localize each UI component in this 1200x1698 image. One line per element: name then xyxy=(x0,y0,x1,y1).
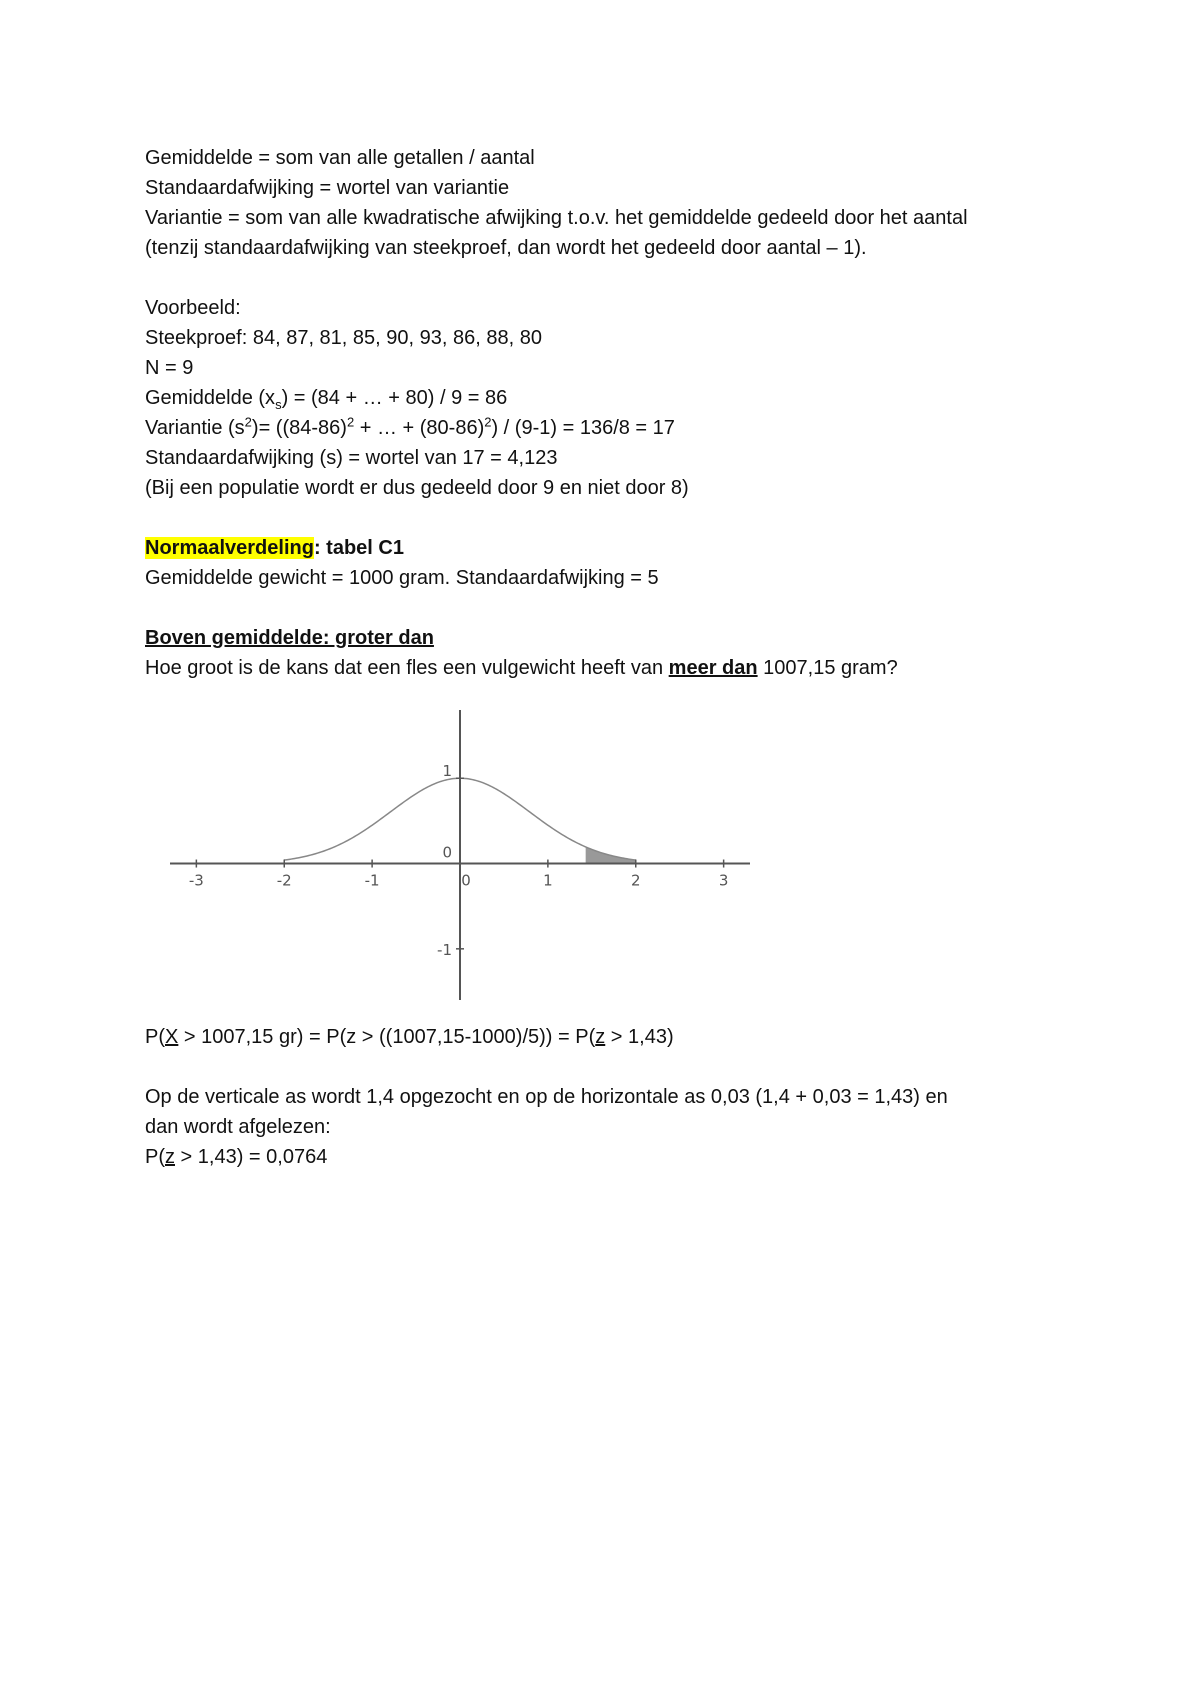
example-population-note: (Bij een populatie wordt er dus gedeeld door 9 en niet door 8) xyxy=(145,477,689,499)
spacer xyxy=(145,503,1105,533)
normal-distribution-chart xyxy=(170,710,750,1000)
p2-z: z xyxy=(165,1146,175,1168)
x-tick-label: 1 xyxy=(543,871,553,890)
x-tick-label: 3 xyxy=(718,871,729,890)
chart-svg xyxy=(170,710,750,1000)
lookup-line2: dan wordt afgelezen: xyxy=(145,1116,331,1138)
mean-suffix: ) = (84 + … + 80) / 9 = 86 xyxy=(281,387,508,409)
definition-mean: Gemiddelde = som van alle getallen / aantal xyxy=(145,147,535,169)
normal-given: Gemiddelde gewicht = 1000 gram. Standaardafwijking = 5 xyxy=(145,567,659,589)
p2-b: > 1,43) = 0,0764 xyxy=(175,1146,328,1168)
example-heading: Voorbeeld: xyxy=(145,297,241,319)
question xyxy=(145,653,1105,683)
var-sup: 2 xyxy=(244,414,252,430)
normal-heading xyxy=(145,533,1105,563)
mean-subscript: s xyxy=(275,397,282,412)
question-prefix: Hoe groot is de kans dat een fles een vulgewicht heeft van xyxy=(145,657,669,679)
spacer xyxy=(145,263,1105,293)
definition-sd: Standaardafwijking = wortel van variantie xyxy=(145,177,510,199)
var-sup3: 2 xyxy=(484,414,492,430)
probability-calc xyxy=(145,1022,1105,1052)
p1-b: > 1007,15 gr) = P(z > ((1007,15-1000)/5)) = P( xyxy=(178,1026,596,1048)
subheading-text: Boven gemiddelde: groter dan xyxy=(145,627,434,649)
example-sd: Standaardafwijking (s) = wortel van 17 = 4,123 xyxy=(145,447,558,469)
var-mid2: + … + (80-86) xyxy=(354,417,485,439)
p1-a: P( xyxy=(145,1026,165,1048)
question-suffix: 1007,15 gram? xyxy=(757,657,898,679)
x-tick-label: -3 xyxy=(188,871,204,890)
var-sup2: 2 xyxy=(346,414,355,430)
spacer xyxy=(145,593,1105,623)
y-tick-label: -1 xyxy=(437,940,452,959)
definition-variance-note: (tenzij standaardafwijking van steekproef, dan wordt het gedeeld door aantal – 1). xyxy=(145,237,867,259)
lookup-line1: Op de verticale as wordt 1,4 opgezocht en op de horizontale as 0,03 (1,4 + 0,03 = 1,43) en xyxy=(145,1086,948,1108)
mean-prefix: Gemiddelde (x xyxy=(145,387,276,409)
subheading xyxy=(145,623,1105,653)
var-prefix: Variantie (s xyxy=(145,417,245,439)
x-tick-label: -2 xyxy=(276,871,292,890)
example-n: N = 9 xyxy=(145,357,194,379)
question-underlined: meer dan xyxy=(668,657,758,679)
p1-c: > 1,43) xyxy=(605,1026,674,1048)
p1-X: X xyxy=(165,1026,179,1048)
y-tick-label: 0 xyxy=(442,843,452,862)
normal-heading-rest: : tabel C1 xyxy=(313,537,404,559)
definition-variance: Variantie = som van alle kwadratische afwijking t.o.v. het gemiddelde gedeeld door het aantal xyxy=(145,207,968,229)
p2-a: P( xyxy=(145,1146,165,1168)
var-mid1: )= ((84-86) xyxy=(251,417,347,439)
example-sample: Steekproef: 84, 87, 81, 85, 90, 93, 86, 88, 80 xyxy=(145,327,542,349)
probability-result xyxy=(145,1142,1105,1172)
x-tick-label: 0 xyxy=(461,871,471,890)
x-tick-label: -1 xyxy=(364,871,380,890)
example-variance xyxy=(145,413,1105,443)
text-section-bottom xyxy=(145,1022,1105,1172)
y-tick-label: 1 xyxy=(442,762,452,781)
var-suffix: ) / (9-1) = 136/8 = 17 xyxy=(491,417,675,439)
example-mean xyxy=(145,383,1105,413)
normal-heading-highlight: Normaalverdeling xyxy=(145,537,314,559)
text-section-top xyxy=(145,143,1105,683)
x-tick-label: 2 xyxy=(630,871,641,890)
spacer xyxy=(145,1052,1105,1082)
p1-z: z xyxy=(595,1026,606,1048)
